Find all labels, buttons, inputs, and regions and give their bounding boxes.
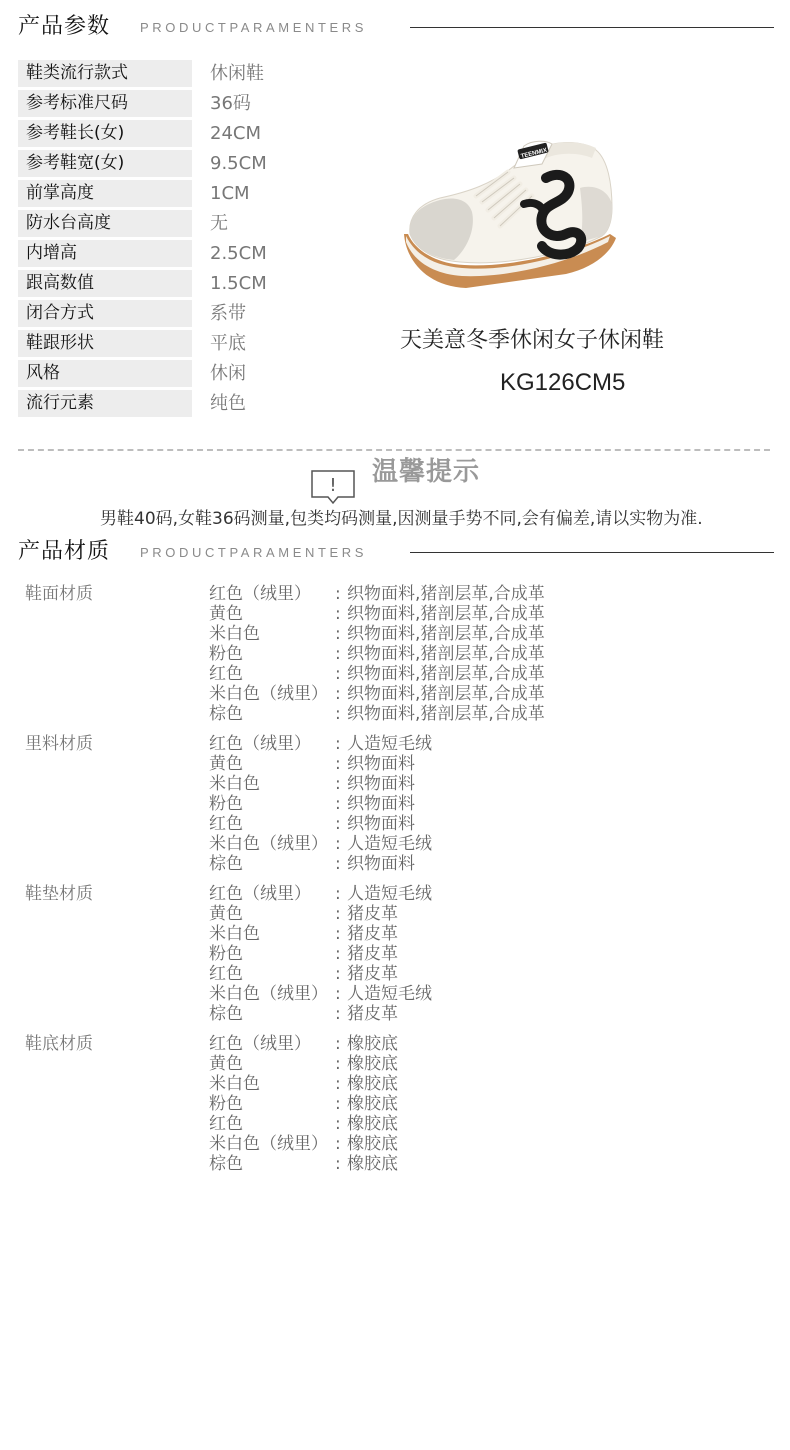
- material-row: [25, 1134, 665, 1154]
- material-colon: :: [335, 884, 341, 904]
- material-row: [25, 1004, 665, 1024]
- param-value: 休闲鞋: [210, 63, 264, 84]
- material-key: 鞋底材质: [25, 1034, 93, 1054]
- material-value: 猪皮革: [347, 944, 398, 964]
- material-value: 织物面料,猪剖层革,合成革: [347, 704, 545, 724]
- material-value: 橡胶底: [347, 1034, 398, 1054]
- material-row: [25, 1094, 665, 1114]
- material-row: [25, 944, 665, 964]
- material-colon: :: [335, 984, 341, 1004]
- material-value: 橡胶底: [347, 1114, 398, 1134]
- section-subtitle: PRODUCTPARAMENTERS: [140, 20, 368, 35]
- material-group: [25, 1034, 665, 1174]
- param-value: 1.5CM: [210, 273, 267, 294]
- material-value: 织物面料,猪剖层革,合成革: [347, 604, 545, 624]
- material-color: 粉色: [209, 794, 243, 814]
- material-colon: :: [335, 834, 341, 854]
- material-color: 米白色: [209, 1074, 260, 1094]
- material-value: 织物面料: [347, 794, 415, 814]
- material-key: 鞋面材质: [25, 584, 93, 604]
- material-colon: :: [335, 774, 341, 794]
- materials-table: [25, 584, 665, 1174]
- material-value: 人造短毛绒: [347, 984, 432, 1004]
- material-colon: :: [335, 584, 341, 604]
- material-value: 织物面料,猪剖层革,合成革: [347, 684, 545, 704]
- material-colon: :: [335, 854, 341, 874]
- material-color: 棕色: [209, 1004, 243, 1024]
- material-color: 棕色: [209, 854, 243, 874]
- material-row: [25, 854, 665, 874]
- material-row: [25, 664, 665, 684]
- material-colon: :: [335, 924, 341, 944]
- material-row: [25, 904, 665, 924]
- material-color: 米白色（绒里）: [209, 834, 328, 854]
- material-value: 人造短毛绒: [347, 884, 432, 904]
- material-row: [25, 1074, 665, 1094]
- param-row: [18, 360, 388, 390]
- param-key: 参考标准尺码: [18, 90, 192, 117]
- material-row: [25, 624, 665, 644]
- param-row: [18, 390, 388, 420]
- material-value: 橡胶底: [347, 1154, 398, 1174]
- param-key: 风格: [18, 360, 192, 387]
- material-color: 红色（绒里）: [209, 734, 311, 754]
- material-color: 粉色: [209, 1094, 243, 1114]
- param-value: 24CM: [210, 123, 262, 144]
- section-subtitle: PRODUCTPARAMENTERS: [140, 545, 368, 560]
- param-row: [18, 120, 388, 150]
- material-row: [25, 1114, 665, 1134]
- param-key: 内增高: [18, 240, 192, 267]
- material-color: 红色（绒里）: [209, 1034, 311, 1054]
- dashed-divider: [18, 449, 770, 451]
- material-row: [25, 924, 665, 944]
- section-rule: [410, 27, 774, 28]
- material-value: 橡胶底: [347, 1074, 398, 1094]
- material-colon: :: [335, 1154, 341, 1174]
- material-row: [25, 604, 665, 624]
- material-colon: :: [335, 1094, 341, 1114]
- material-row: [25, 774, 665, 794]
- material-color: 米白色（绒里）: [209, 1134, 328, 1154]
- param-key: 防水台高度: [18, 210, 192, 237]
- material-value: 织物面料: [347, 774, 415, 794]
- material-colon: :: [335, 814, 341, 834]
- material-color: 黄色: [209, 904, 243, 924]
- material-value: 橡胶底: [347, 1054, 398, 1074]
- material-colon: :: [335, 794, 341, 814]
- material-row: [25, 1054, 665, 1074]
- material-color: 红色: [209, 964, 243, 984]
- section-title: 产品参数: [18, 14, 111, 39]
- material-value: 织物面料: [347, 854, 415, 874]
- param-key: 鞋跟形状: [18, 330, 192, 357]
- param-value: 1CM: [210, 183, 250, 204]
- material-row: [25, 1034, 665, 1054]
- param-row: [18, 90, 388, 120]
- param-value: 休闲: [210, 363, 246, 384]
- param-key: 参考鞋宽(女): [18, 150, 192, 177]
- material-color: 米白色: [209, 774, 260, 794]
- material-color: 棕色: [209, 1154, 243, 1174]
- material-value: 橡胶底: [347, 1094, 398, 1114]
- material-color: 米白色（绒里）: [209, 684, 328, 704]
- material-group: [25, 584, 665, 724]
- material-colon: :: [335, 684, 341, 704]
- tongue-logo: TEENMIX: [520, 147, 548, 160]
- param-row: [18, 180, 388, 210]
- material-row: [25, 794, 665, 814]
- material-colon: :: [335, 1054, 341, 1074]
- product-image: [396, 138, 624, 298]
- material-color: 黄色: [209, 754, 243, 774]
- material-key: 里料材质: [25, 734, 93, 754]
- material-row: [25, 884, 665, 904]
- param-value: 9.5CM: [210, 153, 267, 174]
- param-row: [18, 240, 388, 270]
- material-value: 织物面料,猪剖层革,合成革: [347, 624, 545, 644]
- material-row: [25, 984, 665, 1004]
- param-row: [18, 60, 388, 90]
- material-colon: :: [335, 604, 341, 624]
- param-value: 纯色: [210, 393, 246, 414]
- section-header-materials: [18, 537, 774, 567]
- material-row: [25, 834, 665, 854]
- product-title: 天美意冬季休闲女子休闲鞋: [400, 328, 665, 353]
- material-color: 黄色: [209, 604, 243, 624]
- product-code: KG126CM5: [500, 369, 626, 396]
- param-value: 平底: [210, 333, 246, 354]
- param-key: 跟高数值: [18, 270, 192, 297]
- material-row: [25, 814, 665, 834]
- speech-bubble-icon: [310, 469, 356, 505]
- material-colon: :: [335, 1074, 341, 1094]
- material-colon: :: [335, 904, 341, 924]
- material-value: 织物面料,猪剖层革,合成革: [347, 644, 545, 664]
- material-value: 橡胶底: [347, 1134, 398, 1154]
- material-colon: :: [335, 1004, 341, 1024]
- param-value: 系带: [210, 303, 246, 324]
- material-color: 米白色: [209, 624, 260, 644]
- material-color: 红色: [209, 664, 243, 684]
- material-color: 粉色: [209, 644, 243, 664]
- param-value: 2.5CM: [210, 243, 267, 264]
- material-colon: :: [335, 1134, 341, 1154]
- material-value: 织物面料,猪剖层革,合成革: [347, 584, 545, 604]
- material-color: 米白色（绒里）: [209, 984, 328, 1004]
- notice-text: 男鞋40码,女鞋36码测量,包类均码测量,因测量手势不同,会有偏差,请以实物为准.: [100, 509, 703, 529]
- material-group: [25, 884, 665, 1024]
- material-color: 棕色: [209, 704, 243, 724]
- material-color: 黄色: [209, 1054, 243, 1074]
- material-row: [25, 684, 665, 704]
- material-colon: :: [335, 1114, 341, 1134]
- param-key: 流行元素: [18, 390, 192, 417]
- material-row: [25, 584, 665, 604]
- param-value: 无: [210, 213, 228, 234]
- material-value: 猪皮革: [347, 1004, 398, 1024]
- notice-title: 温馨提示: [372, 457, 481, 487]
- material-row: [25, 754, 665, 774]
- material-colon: :: [335, 944, 341, 964]
- params-table: [18, 60, 388, 420]
- material-value: 织物面料: [347, 814, 415, 834]
- section-header-params: [18, 12, 774, 42]
- material-colon: :: [335, 644, 341, 664]
- param-row: [18, 150, 388, 180]
- material-value: 猪皮革: [347, 964, 398, 984]
- material-value: 猪皮革: [347, 904, 398, 924]
- material-value: 人造短毛绒: [347, 834, 432, 854]
- material-colon: :: [335, 624, 341, 644]
- material-color: 红色: [209, 814, 243, 834]
- param-row: [18, 270, 388, 300]
- material-row: [25, 734, 665, 754]
- material-color: 米白色: [209, 924, 260, 944]
- material-row: [25, 964, 665, 984]
- material-colon: :: [335, 704, 341, 724]
- material-row: [25, 704, 665, 724]
- section-rule: [410, 552, 774, 553]
- material-color: 红色: [209, 1114, 243, 1134]
- section-title: 产品材质: [18, 539, 111, 564]
- material-group: [25, 734, 665, 874]
- param-row: [18, 210, 388, 240]
- material-value: 猪皮革: [347, 924, 398, 944]
- material-value: 人造短毛绒: [347, 734, 432, 754]
- param-key: 闭合方式: [18, 300, 192, 327]
- material-colon: :: [335, 1034, 341, 1054]
- material-colon: :: [335, 734, 341, 754]
- material-colon: :: [335, 964, 341, 984]
- material-colon: :: [335, 664, 341, 684]
- exclamation-mark: !: [329, 475, 337, 496]
- param-key: 参考鞋长(女): [18, 120, 192, 147]
- material-color: 红色（绒里）: [209, 584, 311, 604]
- param-key: 鞋类流行款式: [18, 60, 192, 87]
- material-key: 鞋垫材质: [25, 884, 93, 904]
- material-row: [25, 644, 665, 664]
- param-key: 前掌高度: [18, 180, 192, 207]
- material-value: 织物面料,猪剖层革,合成革: [347, 664, 545, 684]
- material-value: 织物面料: [347, 754, 415, 774]
- material-color: 粉色: [209, 944, 243, 964]
- param-row: [18, 300, 388, 330]
- material-row: [25, 1154, 665, 1174]
- material-colon: :: [335, 754, 341, 774]
- param-row: [18, 330, 388, 360]
- material-color: 红色（绒里）: [209, 884, 311, 904]
- param-value: 36码: [210, 93, 251, 114]
